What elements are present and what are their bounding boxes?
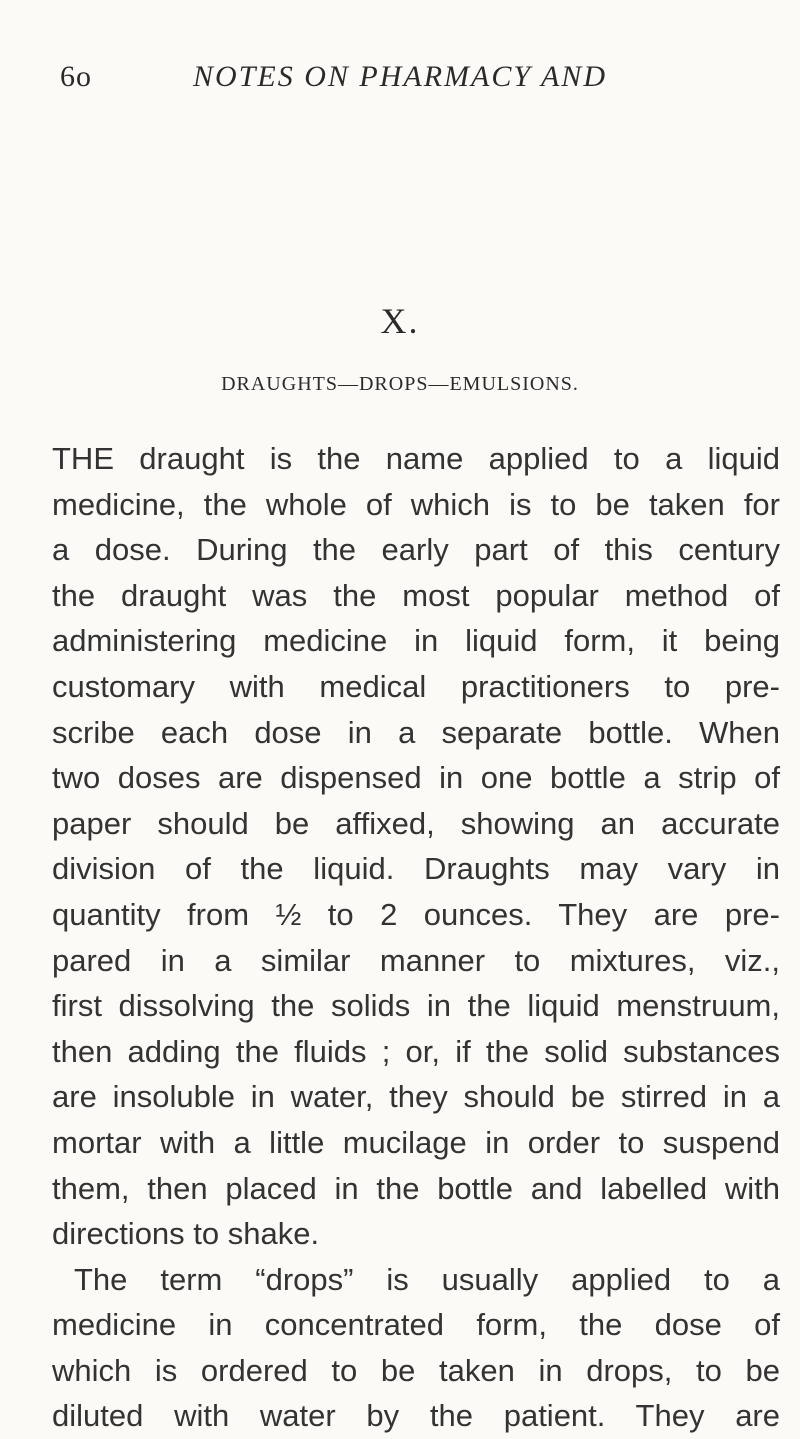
text-line: mortar with a little mucilage in order to suspend [52,1124,780,1160]
text-line: The term “drops” is usually applied to a [74,1261,780,1297]
text-line: diluted with water by the patient. They are [52,1398,780,1434]
text-line: customary with medical practitioners to pre- [52,668,780,704]
text-line: a dose. During the early part of this century [52,532,780,568]
text-line: scribe each dose in a separate bottle. When [52,714,780,750]
text-line: medicine in concentrated form, the dose of [52,1307,780,1343]
text-line: directions to shake. [52,1216,320,1252]
chapter-title: DRAUGHTS—DROPS—EMULSIONS. [221,373,579,395]
text-line: are insoluble in water, they should be stirred in a [52,1079,780,1115]
text-line: division of the liquid. Draughts may vary in [52,851,780,887]
chapter-number: X. [380,301,420,341]
text-line: pared in a similar manner to mixtures, viz., [52,942,780,978]
text-line: which is ordered to be taken in drops, to be [52,1352,780,1388]
page-header [60,60,740,100]
page-number: 6o [60,60,92,93]
text-line: quantity from ½ to 2 ounces. They are pre- [52,896,780,932]
running-head: NOTES ON PHARMACY AND [193,60,607,93]
text-line: medicine, the whole of which is to be taken for [52,486,780,522]
body-text [52,436,780,1439]
text-line: them, then placed in the bottle and labelled with [52,1170,780,1206]
text-line: administering medicine in liquid form, it being [52,623,780,659]
text-line: the draught was the most popular method of [52,577,780,613]
text-line: THE draught is the name applied to a liquid [52,441,780,476]
text-line: first dissolving the solids in the liquid menstruum, [52,988,780,1024]
text-line: two doses are dispensed in one bottle a strip of [52,760,780,796]
text-line: paper should be affixed, showing an accurate [52,805,780,841]
text-line: then adding the fluids ; or, if the solid substances [52,1033,780,1069]
